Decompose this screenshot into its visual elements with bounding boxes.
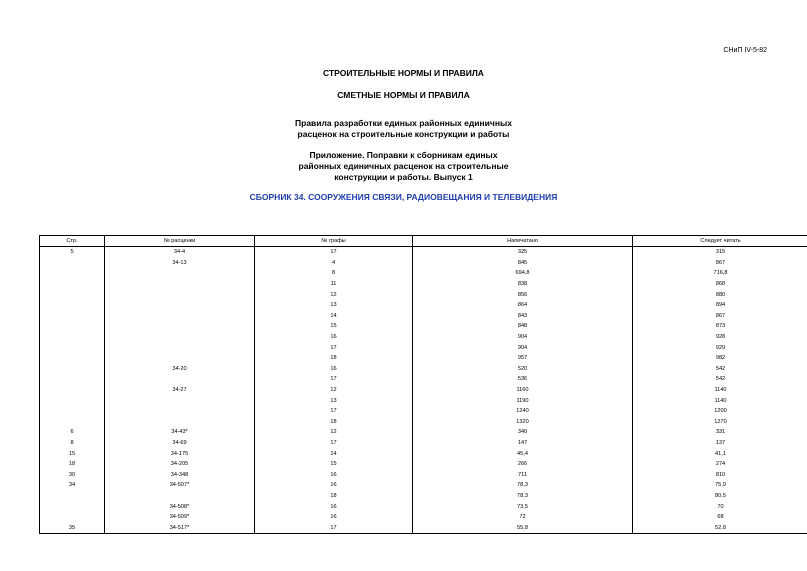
cell-column-number: 17	[255, 247, 413, 258]
cell-rate-number	[105, 417, 255, 428]
cell-printed: 864	[413, 300, 633, 311]
title-appendix-line: Приложение. Поправки к сборникам единых	[309, 150, 498, 160]
cell-printed: 78,3	[413, 491, 633, 502]
title-appendix-line: конструкции и работы. Выпуск 1	[334, 172, 473, 182]
cell-printed: 520	[413, 364, 633, 375]
cell-page	[40, 342, 105, 353]
table-row	[40, 289, 807, 300]
cell-printed: 78,3	[413, 480, 633, 491]
title-rules	[0, 118, 807, 140]
cell-printed: 1240	[413, 406, 633, 417]
cell-rate-number: 34-175	[105, 448, 255, 459]
cell-column-number: 16	[255, 364, 413, 375]
cell-should-read: 52,8	[633, 522, 807, 533]
title-appendix	[0, 150, 807, 183]
table-row	[40, 342, 807, 353]
cell-printed: 536	[413, 374, 633, 385]
cell-printed: 1160	[413, 385, 633, 396]
cell-printed: 838	[413, 279, 633, 290]
corrections-table	[39, 235, 807, 534]
cell-column-number: 16	[255, 332, 413, 343]
cell-printed: 904	[413, 342, 633, 353]
cell-column-number: 17	[255, 342, 413, 353]
title-building-norms: СТРОИТЕЛЬНЫЕ НОРМЫ И ПРАВИЛА	[323, 68, 484, 78]
cell-column-number: 12	[255, 289, 413, 300]
cell-column-number: 13	[255, 395, 413, 406]
table-row	[40, 321, 807, 332]
cell-page	[40, 289, 105, 300]
cell-rate-number: 34-348	[105, 469, 255, 480]
table-row	[40, 385, 807, 396]
cell-rate-number	[105, 268, 255, 279]
cell-should-read: 1200	[633, 406, 807, 417]
cell-should-read: 41,1	[633, 448, 807, 459]
cell-should-read: 928	[633, 332, 807, 343]
cell-column-number: 14	[255, 311, 413, 322]
collection-title: СБОРНИК 34. СООРУЖЕНИЯ СВЯЗИ, РАДИОВЕЩАНИЯ И ТЕЛЕВИДЕНИЯ	[249, 192, 558, 202]
cell-column-number: 17	[255, 522, 413, 533]
cell-column-number: 18	[255, 417, 413, 428]
cell-should-read: 873	[633, 321, 807, 332]
cell-rate-number: 34-43*	[105, 427, 255, 438]
table-row	[40, 247, 807, 258]
table-row	[40, 438, 807, 449]
column-header-should-read: Следует читать	[633, 236, 807, 247]
cell-should-read: 982	[633, 353, 807, 364]
cell-page: 30	[40, 469, 105, 480]
table-row	[40, 258, 807, 269]
table-row	[40, 469, 807, 480]
cell-page	[40, 395, 105, 406]
cell-column-number: 18	[255, 353, 413, 364]
cell-column-number: 16	[255, 469, 413, 480]
cell-rate-number	[105, 332, 255, 343]
cell-should-read: 542	[633, 364, 807, 375]
cell-page: 6	[40, 427, 105, 438]
cell-rate-number: 34-27	[105, 385, 255, 396]
cell-should-read: 542	[633, 374, 807, 385]
cell-column-number: 15	[255, 459, 413, 470]
cell-rate-number: 34-508*	[105, 501, 255, 512]
table-row	[40, 406, 807, 417]
cell-page: 5	[40, 247, 105, 258]
cell-printed: 1190	[413, 395, 633, 406]
table-row	[40, 300, 807, 311]
cell-printed: 72	[413, 512, 633, 523]
cell-rate-number: 34-69	[105, 438, 255, 449]
cell-printed: 904	[413, 332, 633, 343]
cell-column-number: 17	[255, 438, 413, 449]
cell-rate-number	[105, 395, 255, 406]
cell-page	[40, 279, 105, 290]
cell-should-read: 867	[633, 311, 807, 322]
cell-page	[40, 491, 105, 502]
table-row	[40, 448, 807, 459]
cell-rate-number: 34-4	[105, 247, 255, 258]
cell-printed: 711	[413, 469, 633, 480]
cell-should-read: 70	[633, 501, 807, 512]
cell-rate-number	[105, 374, 255, 385]
cell-column-number: 16	[255, 512, 413, 523]
document-code: СНиП IV-5-82	[723, 47, 767, 54]
cell-column-number: 18	[255, 491, 413, 502]
table-row	[40, 512, 807, 523]
cell-printed: 325	[413, 247, 633, 258]
cell-column-number: 8	[255, 268, 413, 279]
cell-rate-number	[105, 289, 255, 300]
cell-printed: 694,8	[413, 268, 633, 279]
cell-printed: 848	[413, 321, 633, 332]
cell-column-number: 15	[255, 321, 413, 332]
cell-printed: 266	[413, 459, 633, 470]
cell-printed: 957	[413, 353, 633, 364]
column-header-column-number: № графы	[255, 236, 413, 247]
cell-column-number: 4	[255, 258, 413, 269]
cell-should-read: 894	[633, 300, 807, 311]
cell-should-read: 1270	[633, 417, 807, 428]
table-row	[40, 268, 807, 279]
title-rules-line: Правила разработки единых районных единичных	[295, 118, 512, 128]
cell-should-read: 331	[633, 427, 807, 438]
cell-page	[40, 406, 105, 417]
cell-printed: 340	[413, 427, 633, 438]
table-header-row	[40, 236, 807, 247]
cell-rate-number	[105, 353, 255, 364]
cell-rate-number	[105, 321, 255, 332]
cell-should-read: 274	[633, 459, 807, 470]
cell-should-read: 80,5	[633, 491, 807, 502]
cell-should-read: 868	[633, 279, 807, 290]
cell-should-read: 68	[633, 512, 807, 523]
cell-rate-number: 34-517*	[105, 522, 255, 533]
cell-printed: 845	[413, 258, 633, 269]
cell-column-number: 14	[255, 448, 413, 459]
cell-rate-number	[105, 342, 255, 353]
cell-column-number: 17	[255, 406, 413, 417]
cell-should-read: 716,8	[633, 268, 807, 279]
table-row	[40, 395, 807, 406]
cell-printed: 147	[413, 438, 633, 449]
cell-page: 15	[40, 448, 105, 459]
cell-should-read: 867	[633, 258, 807, 269]
cell-page	[40, 501, 105, 512]
table-row	[40, 522, 807, 533]
table-row	[40, 311, 807, 322]
cell-page	[40, 268, 105, 279]
cell-page	[40, 353, 105, 364]
title-estimate-norms: СМЕТНЫЕ НОРМЫ И ПРАВИЛА	[337, 90, 470, 100]
cell-rate-number: 34-507*	[105, 480, 255, 491]
column-header-rate-number: № расценки	[105, 236, 255, 247]
cell-printed: 55,8	[413, 522, 633, 533]
cell-printed: 856	[413, 289, 633, 300]
cell-column-number: 17	[255, 374, 413, 385]
cell-column-number: 11	[255, 279, 413, 290]
cell-should-read: 75,9	[633, 480, 807, 491]
table-row	[40, 364, 807, 375]
cell-should-read: 1140	[633, 385, 807, 396]
cell-rate-number: 34-205	[105, 459, 255, 470]
cell-column-number: 12	[255, 385, 413, 396]
column-header-printed: Напечатано	[413, 236, 633, 247]
cell-rate-number: 34-20	[105, 364, 255, 375]
cell-rate-number	[105, 311, 255, 322]
cell-page	[40, 364, 105, 375]
table-row	[40, 501, 807, 512]
cell-page: 35	[40, 522, 105, 533]
table-row	[40, 353, 807, 364]
cell-page	[40, 332, 105, 343]
cell-printed: 843	[413, 311, 633, 322]
cell-page	[40, 311, 105, 322]
cell-printed: 1320	[413, 417, 633, 428]
cell-rate-number	[105, 279, 255, 290]
cell-page	[40, 258, 105, 269]
table-row	[40, 374, 807, 385]
cell-printed: 45,4	[413, 448, 633, 459]
cell-column-number: 12	[255, 427, 413, 438]
cell-page: 18	[40, 459, 105, 470]
table-row	[40, 332, 807, 343]
table-row	[40, 480, 807, 491]
cell-should-read: 315	[633, 247, 807, 258]
cell-page	[40, 512, 105, 523]
cell-rate-number	[105, 300, 255, 311]
cell-page	[40, 374, 105, 385]
table-body	[40, 247, 807, 534]
cell-should-read: 810	[633, 469, 807, 480]
column-header-page: Стр.	[40, 236, 105, 247]
cell-rate-number: 34-509*	[105, 512, 255, 523]
cell-page: 34	[40, 480, 105, 491]
cell-page	[40, 321, 105, 332]
cell-page	[40, 385, 105, 396]
cell-rate-number	[105, 406, 255, 417]
cell-rate-number	[105, 491, 255, 502]
table-row	[40, 491, 807, 502]
cell-rate-number: 34-13	[105, 258, 255, 269]
cell-page	[40, 417, 105, 428]
cell-should-read: 137	[633, 438, 807, 449]
cell-column-number: 13	[255, 300, 413, 311]
cell-should-read: 929	[633, 342, 807, 353]
table-row	[40, 459, 807, 470]
title-rules-line: расценок на строительные конструкции и работы	[297, 129, 510, 139]
cell-column-number: 16	[255, 480, 413, 491]
cell-should-read: 1140	[633, 395, 807, 406]
table-row	[40, 417, 807, 428]
cell-page	[40, 300, 105, 311]
cell-column-number: 16	[255, 501, 413, 512]
title-appendix-line: районных единичных расценок на строительные	[298, 161, 509, 171]
cell-should-read: 880	[633, 289, 807, 300]
table-row	[40, 279, 807, 290]
table-row	[40, 427, 807, 438]
cell-printed: 73,5	[413, 501, 633, 512]
cell-page: 8	[40, 438, 105, 449]
